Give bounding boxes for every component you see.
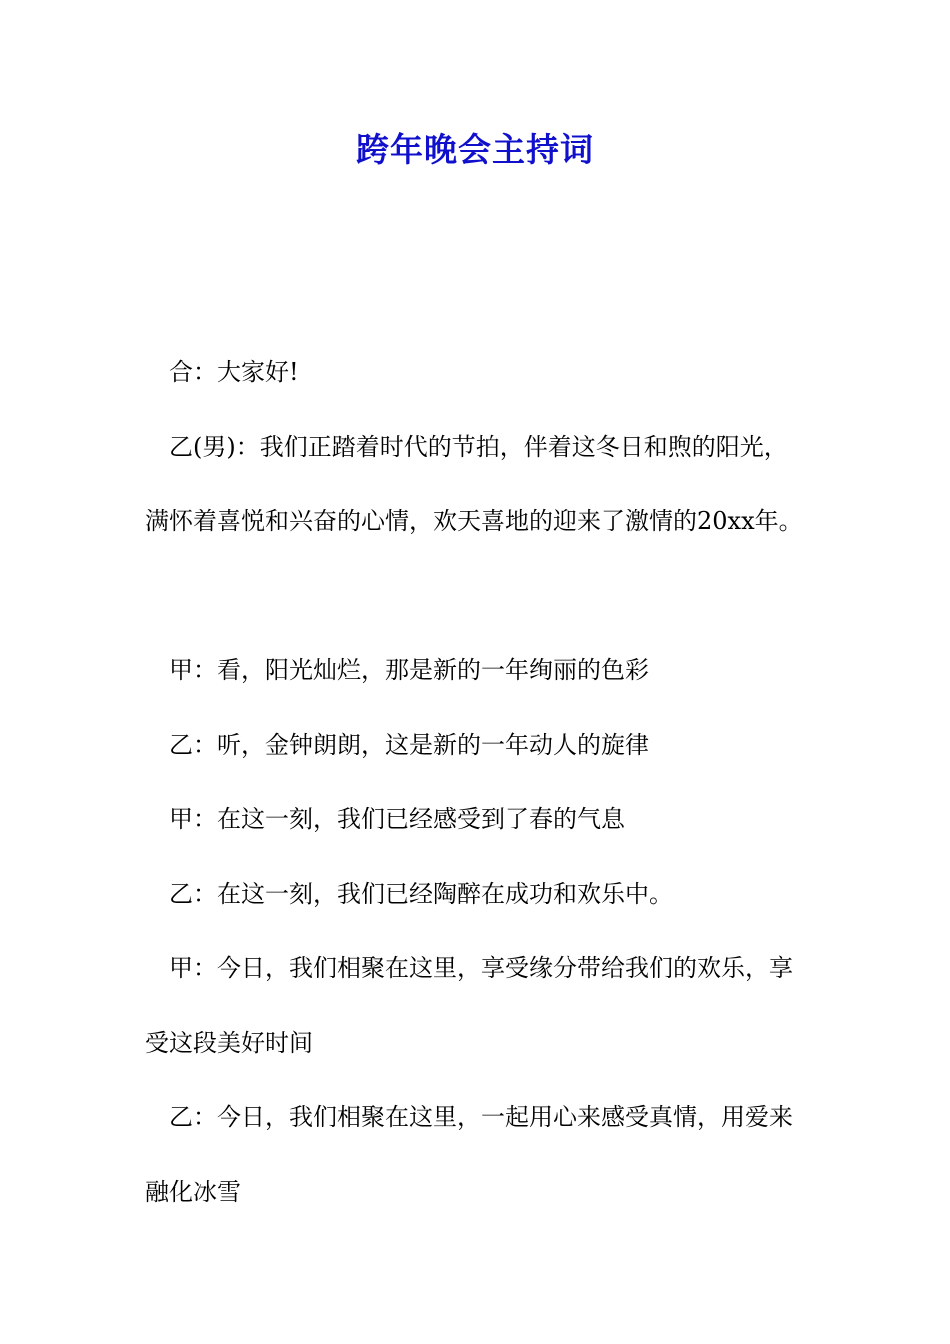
- paragraph-jia-moment: 甲：在这一刻，我们已经感受到了春的气息: [169, 805, 625, 833]
- paragraph-greeting: 合：大家好!: [169, 358, 299, 386]
- paragraph-jia-today: 甲：今日，我们相聚在这里，享受缘分带给我们的欢乐，享受这段美好时间: [145, 954, 793, 1057]
- blank-line: [145, 559, 810, 634]
- document-body: [145, 335, 810, 1229]
- document-title: 跨年晚会主持词: [356, 130, 594, 169]
- paragraph-jia-look: 甲：看，阳光灿烂，那是新的一年绚丽的色彩: [169, 656, 649, 684]
- paragraph-yi-opening: 乙(男)：我们正踏着时代的节拍，伴着这冬日和煦的阳光，满怀着喜悦和兴奋的心情，欢天喜地的迎来了激情的20xx年。: [145, 432, 803, 535]
- paragraph-yi-listen: 乙：听，金钟朗朗，这是新的一年动人的旋律: [169, 730, 649, 759]
- paragraph-yi-moment: 乙：在这一刻，我们已经陶醉在成功和欢乐中。: [169, 879, 673, 908]
- paragraph-yi-today: 乙：今日，我们相聚在这里，一起用心来感受真情，用爱来融化冰雪: [145, 1103, 793, 1206]
